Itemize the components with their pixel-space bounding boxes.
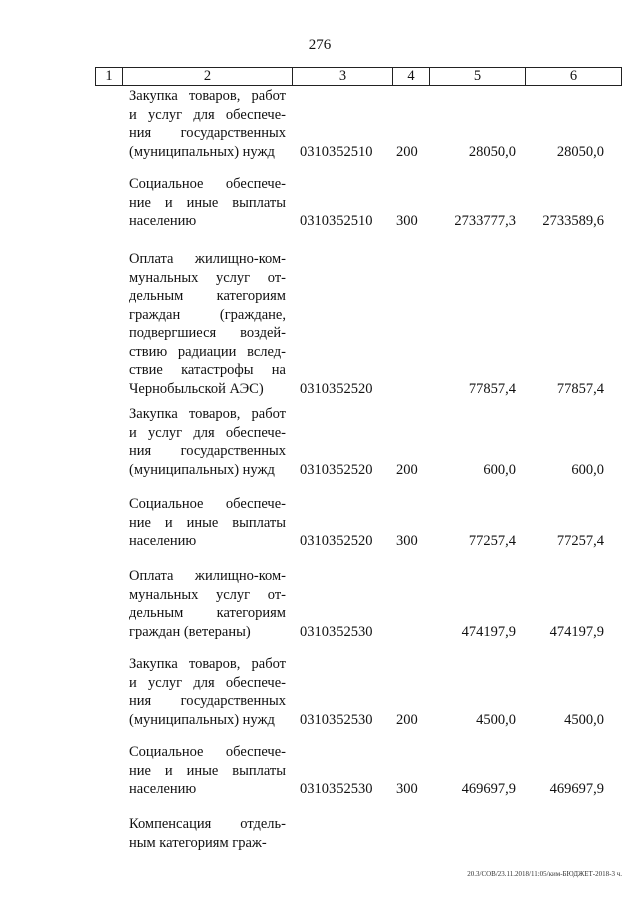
column-header-1: 1 (96, 68, 123, 86)
row-expense-type: 300 (396, 533, 418, 549)
row-name-line: и услуг для обеспече- (129, 674, 286, 691)
row-name-line: Закупка товаров, работ (129, 656, 286, 672)
row-name-line: населению (129, 213, 197, 229)
row-code: 0310352520 (300, 380, 373, 397)
row-value-col6: 600,0 (571, 461, 604, 478)
row-value-col6: 77257,4 (556, 533, 604, 549)
column-header-3: 3 (293, 68, 393, 86)
row-name (129, 743, 286, 799)
row-name-line: ствие катастрофы на (129, 362, 286, 378)
row-name-line: ние и иные выплаты (129, 514, 286, 531)
row-name-line: Закупка товаров, работ (129, 406, 286, 422)
footer-stamp: 20.3/СОВ/23.11.2018/11:05/ким-БЮДЖЕТ-2018-3 ч. (467, 870, 622, 878)
row-name-line: (муниципальных) нужд (129, 461, 275, 478)
column-header-table (95, 67, 622, 86)
row-name (129, 250, 286, 398)
row-value-col6: 77857,4 (556, 380, 604, 397)
column-header-4: 4 (393, 68, 430, 86)
row-name-line: ние и иные выплаты (129, 194, 286, 211)
row-value-col5: 474197,9 (461, 623, 516, 640)
row-name-line: мунальных услуг от- (129, 586, 286, 603)
column-header-6: 6 (526, 68, 622, 86)
row-name-line: граждан (ветераны) (129, 623, 251, 640)
column-header-row (96, 68, 622, 86)
row-name-line: Оплата жилищно-ком- (129, 568, 286, 584)
row-name-line: Чернобыльской АЭС) (129, 380, 264, 397)
row-expense-type: 300 (396, 213, 418, 229)
row-name-line: населению (129, 533, 197, 549)
row-code: 0310352520 (300, 533, 373, 549)
row-expense-type: 300 (396, 781, 418, 797)
row-name-line: Оплата жилищно-ком- (129, 251, 286, 267)
row-name-line: ным категориям граж- (129, 834, 267, 851)
row-name-line: Социальное обеспече- (129, 496, 286, 512)
row-expense-type: 200 (396, 711, 418, 728)
row-code: 0310352510 (300, 143, 373, 160)
row-value-col5: 4500,0 (476, 711, 516, 728)
row-code: 0310352530 (300, 781, 373, 797)
column-header-2: 2 (123, 68, 293, 86)
row-name-line: Компенсация отдель- (129, 816, 286, 832)
row-code: 0310352530 (300, 623, 373, 640)
row-name (129, 567, 286, 641)
row-name-line: подвергшиеся воздей- (129, 325, 286, 341)
row-value-col6: 28050,0 (556, 143, 604, 160)
row-code: 0310352510 (300, 213, 373, 229)
row-value-col5: 77857,4 (468, 380, 516, 397)
row-value-col5: 28050,0 (468, 143, 516, 160)
row-name-line: и услуг для обеспече- (129, 106, 286, 123)
row-value-col6: 474197,9 (549, 623, 604, 640)
row-value-col6: 469697,9 (549, 781, 604, 797)
row-value-col5: 77257,4 (468, 533, 516, 549)
row-name-line: (муниципальных) нужд (129, 711, 275, 728)
row-code: 0310352530 (300, 711, 373, 728)
row-name-line: и услуг для обеспече- (129, 424, 286, 441)
row-expense-type: 200 (396, 143, 418, 160)
row-name (129, 655, 286, 729)
row-name-line: дельным категориям (129, 605, 286, 621)
row-value-col5: 469697,9 (461, 781, 516, 797)
row-name (129, 405, 286, 479)
row-name (129, 815, 286, 852)
row-name-line: дельным категориям (129, 288, 286, 304)
row-name-line: ствию радиации вслед- (129, 343, 286, 360)
row-value-col6: 2733589,6 (542, 213, 604, 229)
row-name-line: граждан (граждане, (129, 306, 286, 323)
row-name (129, 87, 286, 161)
row-name-line: ние и иные выплаты (129, 762, 286, 779)
row-name-line: (муниципальных) нужд (129, 143, 275, 160)
row-expense-type: 200 (396, 461, 418, 478)
row-name-line: населению (129, 781, 197, 797)
row-value-col5: 2733777,3 (454, 213, 516, 229)
row-name-line: Социальное обеспече- (129, 176, 286, 192)
row-name-line: ния государственных (129, 125, 286, 141)
page-number: 276 (308, 37, 332, 53)
row-name-line: Закупка товаров, работ (129, 88, 286, 104)
row-value-col6: 4500,0 (564, 711, 604, 728)
row-code: 0310352520 (300, 461, 373, 478)
row-name-line: Социальное обеспече- (129, 744, 286, 760)
row-name (129, 495, 286, 551)
column-header-5: 5 (430, 68, 526, 86)
row-name (129, 175, 286, 231)
row-name-line: ния государственных (129, 443, 286, 459)
row-name-line: мунальных услуг от- (129, 269, 286, 286)
row-value-col5: 600,0 (483, 461, 516, 478)
row-name-line: ния государственных (129, 693, 286, 709)
